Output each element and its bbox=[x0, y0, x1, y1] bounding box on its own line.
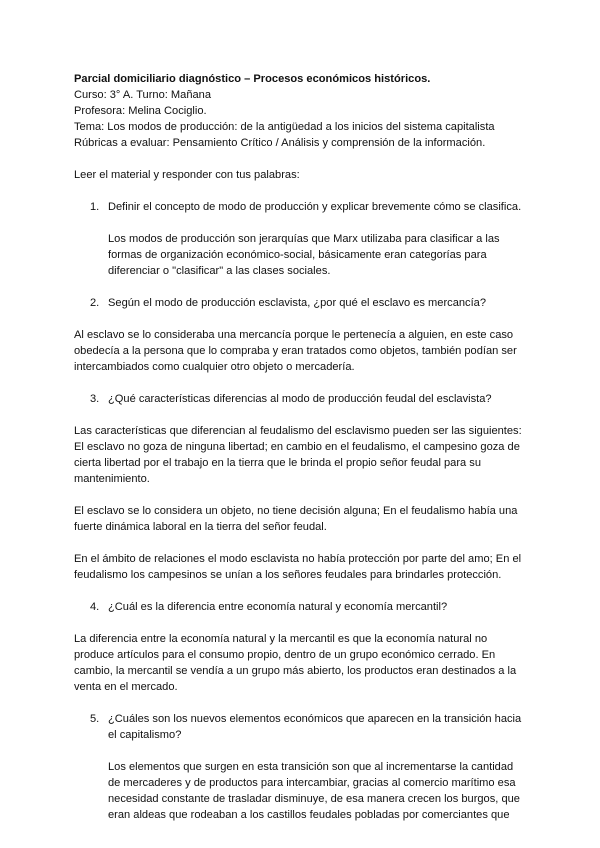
question-number: 1. bbox=[90, 201, 100, 213]
question-text: ¿Qué características diferencias al modo de producción feudal del esclavista? bbox=[108, 393, 492, 405]
answer-3-paragraph-1 bbox=[74, 423, 526, 487]
question-number: 3. bbox=[90, 393, 100, 405]
answer-line: Al esclavo se lo consideraba una mercancía porque le pertenecía a alguien, en este caso bbox=[74, 329, 514, 341]
document-header bbox=[74, 71, 526, 151]
answer-2 bbox=[74, 327, 526, 375]
answer-line: El esclavo no goza de ninguna libertad; en cambio en el feudalismo, el campesino goza de bbox=[74, 441, 520, 453]
question-3 bbox=[74, 391, 526, 407]
question-text: ¿Cuáles son los nuevos elementos económicos que aparecen en la transición hacia bbox=[108, 713, 522, 725]
answer-line: de mercaderes y de productos para intercambiar, gracias al comercio marítimo esa bbox=[108, 777, 516, 789]
answer-line: El esclavo se lo considera un objeto, no tiene decisión alguna; En el feudalismo había una bbox=[74, 505, 518, 517]
answer-line: intercambiados como cualquier otro objeto o mercadería. bbox=[74, 361, 355, 373]
instruction-text: Leer el material y responder con tus palabras: bbox=[74, 169, 300, 181]
question-text: Según el modo de producción esclavista, ¿por qué el esclavo es mercancía? bbox=[108, 297, 487, 309]
question-1 bbox=[74, 199, 526, 215]
answer-4 bbox=[74, 631, 526, 695]
answer-line: Los modos de producción son jerarquías que Marx utilizaba para clasificar a las bbox=[108, 233, 500, 245]
answer-line: La diferencia entre la economía natural y la mercantil es que la economía natural no bbox=[74, 633, 488, 645]
question-text: ¿Cuál es la diferencia entre economía natural y economía mercantil? bbox=[108, 601, 448, 613]
question-text: Definir el concepto de modo de producción y explicar brevemente cómo se clasifica. bbox=[108, 201, 522, 213]
answer-line: cambio, la mercantil se vendía a un grupo más abierto, los productos eran destinados a la bbox=[74, 665, 517, 677]
question-number: 5. bbox=[90, 713, 100, 725]
answer-line: formas de organización económico-social, básicamente eran categorías para bbox=[108, 249, 487, 261]
topic-info: Tema: Los modos de producción: de la antigüedad a los inicios del sistema capitalista bbox=[74, 121, 495, 133]
teacher-info: Profesora: Melina Cociglio. bbox=[74, 105, 207, 117]
question-5 bbox=[74, 711, 526, 743]
answer-line: Los elementos que surgen en esta transición son que al incrementarse la cantidad bbox=[108, 761, 514, 773]
answer-3-paragraph-3 bbox=[74, 551, 526, 583]
answer-line: necesidad constante de trasladar disminuye, de esa manera crecen los burgos, que bbox=[108, 793, 520, 805]
question-4 bbox=[74, 599, 526, 615]
question-text: el capitalismo? bbox=[108, 729, 182, 741]
answer-line: mantenimiento. bbox=[74, 473, 150, 485]
answer-5 bbox=[74, 759, 526, 823]
course-info: Curso: 3° A. Turno: Mañana bbox=[74, 89, 212, 101]
answer-line: feudalismo los campesinos se unían a los señores feudales para brindarles protección. bbox=[74, 569, 502, 581]
question-number: 2. bbox=[90, 297, 100, 309]
answer-3-paragraph-2 bbox=[74, 503, 526, 535]
answer-line: diferenciar o "clasificar" a las clases sociales. bbox=[108, 265, 331, 277]
question-2 bbox=[74, 295, 526, 311]
answer-line: Las características que diferencian al feudalismo del esclavismo pueden ser las siguientes: bbox=[74, 425, 522, 437]
document-title: Parcial domiciliario diagnóstico – Procesos económicos históricos. bbox=[74, 73, 431, 85]
question-number: 4. bbox=[90, 601, 100, 613]
answer-line: obedecía a la persona que lo compraba y eran tratados como objetos, también podían ser bbox=[74, 345, 517, 357]
answer-1 bbox=[74, 231, 526, 279]
document-page bbox=[74, 71, 526, 823]
rubrics-info: Rúbricas a evaluar: Pensamiento Crítico / Análisis y comprensión de la información. bbox=[74, 137, 486, 149]
answer-line: En el ámbito de relaciones el modo esclavista no había protección por parte del amo; En el bbox=[74, 553, 522, 565]
answer-line: produce artículos para el consumo propio, dentro de un grupo económico cerrado. En bbox=[74, 649, 496, 661]
answer-line: cierta libertad por el trabajo en la tierra que le brinda el propio señor feudal para su bbox=[74, 457, 482, 469]
answer-line: venta en el mercado. bbox=[74, 681, 178, 693]
answer-line: fuerte dinámica laboral en la tierra del señor feudal. bbox=[74, 521, 327, 533]
answer-line: eran aldeas que rodeaban a los castillos feudales pobladas por comerciantes que bbox=[108, 809, 510, 821]
